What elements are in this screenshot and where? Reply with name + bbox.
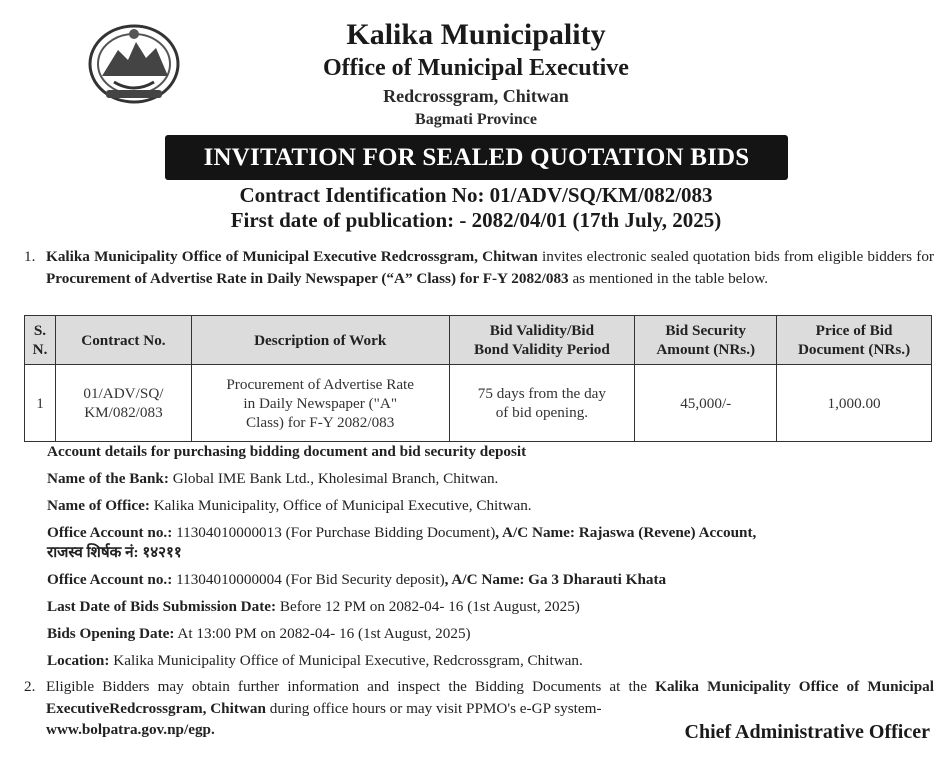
cell-description: Procurement of Advertise Rate in Daily Newspaper ("A" Class) for F-Y 2082/083 — [191, 365, 449, 442]
paragraph-1: 1. Kalika Municipality Office of Municipal Executive Redcrossgram, Chitwan invites electronic sealed quotation bids from eligible bidders for Procurement of Advertise Rate in Daily Newspaper (“A” Class) for F-Y 2082/083 as mentioned in the table below. — [24, 248, 934, 287]
office-address: Redcrossgram, Chitwan — [383, 86, 569, 106]
cell-contract: 01/ADV/SQ/ KM/082/083 — [55, 365, 191, 442]
paragraph-number: 2. — [24, 678, 36, 695]
contract-identification: Contract Identification No: 01/ADV/SQ/KM/082/083 — [239, 183, 713, 207]
cell-sn: 1 — [25, 365, 56, 442]
account-1: Office Account no.: 11304010000013 (For Purchase Bidding Document), A/C Name: Rajaswa (Revene) Account, राजस्व शिर्षक नं: १४२११ — [47, 524, 757, 561]
account-heading: Account details for purchasing bidding document and bid security deposit — [47, 443, 527, 460]
col-contract: Contract No. — [55, 316, 191, 365]
table-header-row — [25, 316, 932, 365]
col-security: Bid Security Amount (NRs.) — [635, 316, 777, 365]
inviter-name: Kalika Municipality Office of Municipal Executive Redcrossgram, Chitwan — [46, 248, 538, 265]
opening-date: Bids Opening Date: At 13:00 PM on 2082-04- 16 (1st August, 2025) — [47, 625, 471, 642]
col-sn: S. N. — [25, 316, 56, 365]
table-row — [25, 365, 932, 442]
account-2: Office Account no.: 11304010000004 (For Bid Security deposit), A/C Name: Ga 3 Dharauti Khata — [47, 571, 667, 588]
submission-deadline: Last Date of Bids Submission Date: Before 12 PM on 2082-04- 16 (1st August, 2025) — [47, 598, 580, 615]
cell-price: 1,000.00 — [777, 365, 932, 442]
col-price: Price of Bid Document (NRs.) — [777, 316, 932, 365]
egp-url: www.bolpatra.gov.np/egp. — [46, 721, 215, 738]
paragraph-2: 2. Eligible Bidders may obtain further information and inspect the Bidding Documents at the Kalika Municipality Office of Municipal ExecutiveRedcrossgram, Chitwan during office hours or may visit PPMO's e-GP system- www.bolpatra.gov.np/egp. — [24, 678, 934, 738]
office-location: Kalika Municipality Office of Municipal ExecutiveRedcrossgram, Chitwan — [46, 678, 934, 717]
cell-validity: 75 days from the day of bid opening. — [449, 365, 635, 442]
procurement-title: Procurement of Advertise Rate in Daily Newspaper (“A” Class) for F-Y 2082/083 — [46, 269, 569, 287]
signature-title: Chief Administrative Officer — [684, 721, 930, 743]
col-validity: Bid Validity/Bid Bond Validity Period — [449, 316, 635, 365]
paragraph-number: 1. — [24, 248, 36, 265]
nepali-heading-no: राजस्व शिर्षक नं: १४२११ — [47, 544, 182, 561]
province-name: Bagmati Province — [415, 111, 537, 128]
location: Location: Kalika Municipality Office of Municipal Executive, Redcrossgram, Chitwan. — [47, 652, 583, 669]
col-description: Description of Work — [191, 316, 449, 365]
publication-date: First date of publication: - 2082/04/01 (17th July, 2025) — [230, 208, 722, 232]
cell-security: 45,000/- — [635, 365, 777, 442]
municipality-name: Kalika Municipality — [346, 18, 606, 51]
bid-table — [24, 315, 932, 442]
notice-banner: INVITATION FOR SEALED QUOTATION BIDS — [165, 135, 788, 180]
bank-name: Name of the Bank: Global IME Bank Ltd., Kholesimal Branch, Chitwan. — [47, 470, 499, 487]
office-name-line: Name of Office: Kalika Municipality, Office of Municipal Executive, Chitwan. — [47, 497, 532, 514]
office-name: Office of Municipal Executive — [323, 55, 629, 81]
